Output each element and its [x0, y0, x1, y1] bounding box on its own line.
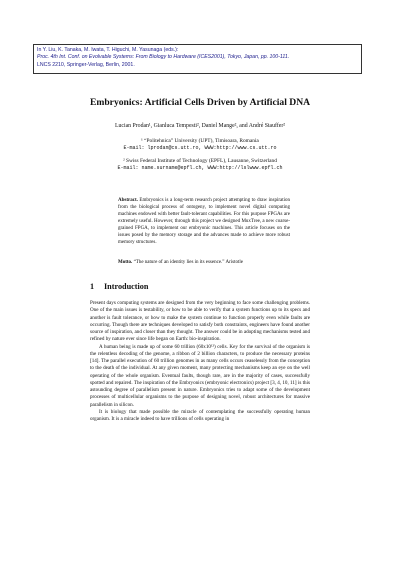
- affiliation-2-contact: E-mail: name.surname@epfl.ch, WWW:http://lslwww.epfl.ch: [117, 165, 283, 172]
- citation-line-3: LNCS 2210, Springer-Verlag, Berlin, 2001.: [37, 61, 135, 68]
- author-list: Lucian Prodan¹, Gianluca Tempesti², Daniel Mange², and André Stauffer²: [114, 123, 286, 129]
- section-number: 1: [90, 282, 95, 291]
- affiliation-1-contact: E-mail: lprodan@cs.utt.ro, WWW:http://www.cs.utt.ro: [123, 145, 277, 152]
- section-title: Introduction: [104, 282, 149, 291]
- section-heading: [90, 282, 148, 291]
- abstract-label: Abstract.: [118, 198, 138, 203]
- citation-box: [33, 44, 362, 74]
- affiliation-2: [0, 158, 400, 172]
- affiliation-1: [0, 138, 400, 152]
- motto-text: “The nature of an identity lies in its essence.” Aristotle: [133, 260, 243, 265]
- paragraph: A human being is made up of some 60 trillion (60x10¹²) cells. Key for the survival of the organism is the relentless decoding of the genome, a ribbon of 2 billion characters, to produce the necessary proteins [14]. The parallel execution of 60 trillion genomes in as many cells occurs ceaselessly from the conception to the death of the individual. At any given moment, many protecting mechanisms keep an eye on the well operating of the whole organism. Eventual faults, though rare, are in the majority of cases, successfully spotted and repaired. The inspiration of the Embryonics (embryonic electronics) project [3, 4, 10, 11] is this astounding degree of parallelism present in nature. Embryonics tries to adapt some of the development processes of multicellular organisms to the purpose of designing novel, robust architectures for massive parallelism in silicon.: [90, 343, 310, 408]
- citation-line-1: In Y. Liu, K. Tanaka, M. Iwata, T. Higuchi, M. Yasunaga (eds.):: [37, 47, 179, 53]
- motto-label: Motto.: [118, 260, 133, 265]
- section-body: [90, 300, 310, 423]
- abstract: [118, 197, 290, 246]
- paper-title: Embryonics: Artificial Cells Driven by Artificial DNA: [89, 97, 311, 108]
- citation-line-2: Proc. 4th Int. Conf. on Evolvable Systems: From Biology to Hardware (ICES2001), Tokyo, Japan, pp. 100-111.: [37, 54, 290, 61]
- affiliation-2-name: ² Swiss Federal Institute of Technology (EPFL), Lausanne, Switzerland: [123, 158, 277, 164]
- paragraph: Present days computing systems are designed from the very beginning to face some challenging problems. One of the main issues is testability, or how to be able to verify that a system functions up to its specs and another is fault tolerance, or how to make the system continue to function properly even while faults are occurring. Though there are techniques developed to satisfy both constraints, engineers have found another source of inspiration, and closer than they thought. The answer could be in adopting mechanisms tested and refined by nature ever since life began on Earth: bio-inspiration.: [90, 300, 310, 343]
- affiliation-1-name: ¹ “Politehnica” University (UPT), Timisoara, Romania: [141, 138, 259, 144]
- motto: [118, 260, 243, 265]
- paragraph: It is biology that made possible the miracle of contemplating the successfully operating human organism. It is a miracle indeed to have trillions of cells operating in: [90, 408, 310, 422]
- abstract-text: Embryonics is a long-term research project attempting to draw inspiration from the biological process of ontogeny, to implement novel digital computing machines endowed with better fault-tolerant capabilities. For this purpose FPGAs are extremely useful. However, through this project we designed MuxTree, a new coarse-grained FPGA, to implement our embryonic machines. This article focuses on the issues posed by the memory storage and the advances made to achieve more robust memory structures.: [118, 198, 291, 245]
